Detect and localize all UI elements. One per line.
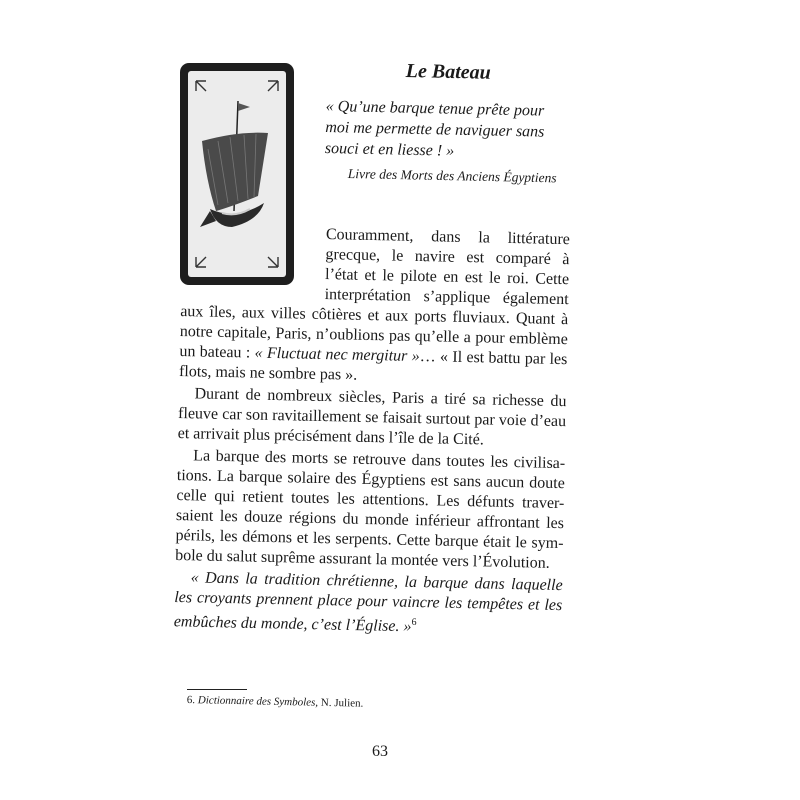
text-line: flots, mais ne sombre pas ».	[178, 363, 358, 384]
text-line: l’état et le pilote en est le roi. Cette	[324, 266, 570, 289]
text-fragment: un bateau :	[179, 343, 255, 362]
text-line: grecque, le navire est comparé à	[325, 246, 570, 269]
text-line: saient les douze régions du monde inférieur affrontant les	[175, 506, 565, 533]
footnote-author: N. Julien.	[320, 696, 364, 710]
epigraph-line: souci et en liesse ! »	[324, 139, 455, 160]
text-fragment: … « Il est battu par les	[419, 348, 568, 369]
footnote-divider	[187, 689, 247, 690]
epigraph-line: moi me permette de naviguer sans	[325, 118, 545, 141]
text-line: Durant de nombreux siècles, Paris a tiré sa richesse du	[194, 385, 567, 411]
text-line: les croyants prennent place pour vaincre les tempêtes et les	[174, 588, 563, 615]
text-line: La barque des morts se retrouve dans toutes les civilisa-	[193, 447, 566, 473]
boat-card-illustration	[180, 63, 294, 285]
text-line: fleuve car son ravitaillement se faisait surtout par voie d’eau	[177, 405, 567, 431]
footnote-ref: 6	[411, 616, 417, 629]
footnote-title: Dictionnaire des Symboles,	[197, 694, 319, 709]
page-title: Le Bateau	[405, 60, 491, 84]
sailboat-icon	[188, 71, 286, 277]
text-line: et arrivait plus précisément dans l’île de la Cité.	[177, 424, 484, 449]
text-line: celle qui retient toutes les attentions. Les défunts traver-	[176, 486, 565, 513]
text-line: périls, les démons et les serpents. Cette barque était le sym-	[175, 526, 564, 553]
text-fragment: embûches du monde, c’est l’Église. »	[173, 613, 412, 636]
text-line: notre capitale, Paris, n’oublions pas qu’elle a pour emblème	[179, 323, 568, 349]
text-line: tions. La barque solaire des Égyptiens est sans aucun doute	[176, 466, 565, 493]
footnote	[187, 694, 364, 710]
text-line	[174, 608, 417, 637]
epigraph-line: « Qu’une barque tenue prête pour	[325, 97, 545, 120]
epigraph-quote	[325, 96, 574, 164]
text-line: bole du salut suprême assurant la montée vers l’Évolution.	[175, 546, 550, 572]
latin-motto: « Fluctuat nec mergitur »	[254, 344, 420, 366]
text-line: « Dans la tradition chrétienne, la barque dans laquelle	[190, 569, 563, 595]
page-number: 63	[372, 743, 388, 760]
footnote-number: 6.	[186, 694, 196, 707]
text-line: interprétation s’applique également	[324, 286, 569, 309]
epigraph-source: Livre des Morts des Anciens Égyptiens	[347, 166, 557, 186]
text-line: Couramment, dans la littérature	[325, 226, 571, 249]
text-line: aux îles, aux villes côtières et aux ports fluviaux. Quant à	[180, 303, 569, 329]
